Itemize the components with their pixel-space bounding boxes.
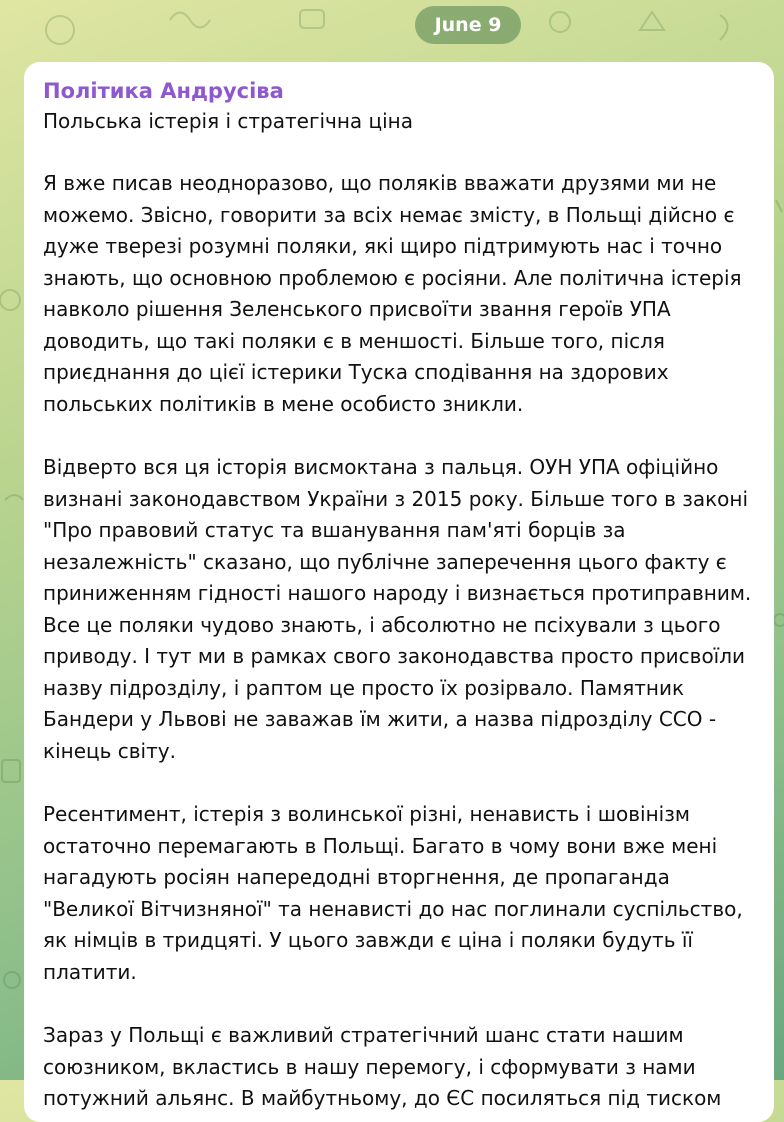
message-paragraph: Відверто вся ця історія висмоктана з пальця. ОУН УПА офіційно визнані законодавством України з 2015 року. Більше того в законі "Про правовий статус та вшанування пам'яті борців за незалежність" сказано, що публічне заперечення цього факту є приниженням гідності нашого народу і визнається протиправним. Все це поляки чудово знають, і абсолютно не псіхували з цього приводу. І тут ми в рамках свого законодавства просто присвоїли назву підрозділу, і раптом це просто їх розірвало. Памятник Бандери у Львові не заважав їм жити, а назва підрозділу ССО - кінець світу.: [43, 455, 752, 763]
message-paragraph: Зараз у Польщі є важливий стратегічний шанс стати нашим союзником, вкластись в нашу перемогу, і сформувати з нами потужний альянс. В майбутньому, до ЄС посиляться під тиском: [43, 1023, 722, 1110]
message-bubble: [24, 62, 774, 1122]
message-paragraph: Ресентимент, істерія з волинської різні, ненависть і шовінізм остаточно перемагають в Польщі. Багато в чому вони вже мені нагадують росіян напередодні вторгнення, де пропаганда "Великої Вітчизняної" та ненависті до нас поглинали суспільство, як німців в тридцяті. У цього завжди є ціна і поляки будуть її платити.: [43, 802, 743, 984]
date-separator: June 9: [415, 6, 521, 44]
channel-name[interactable]: Політика Андрусіва: [43, 79, 284, 103]
message-paragraph: Я вже писав неодноразово, що поляків вважати друзями ми не можемо. Звісно, говорити за всіх немає змісту, в Польщі дійсно є дуже тверезі розумні поляки, які щиро підтримують нас і точно знають, що основною проблемою є росіяни. Але політична істерія навколо рішення Зеленського присвоїти звання героїв УПА доводить, що такі поляки є в меншості. Більше того, після приєднання до цієї істерики Туска сподівання на здорових польських політиків в мене особисто зникли.: [43, 171, 742, 416]
post-title: Польська істерія і стратегічна ціна: [43, 109, 414, 133]
